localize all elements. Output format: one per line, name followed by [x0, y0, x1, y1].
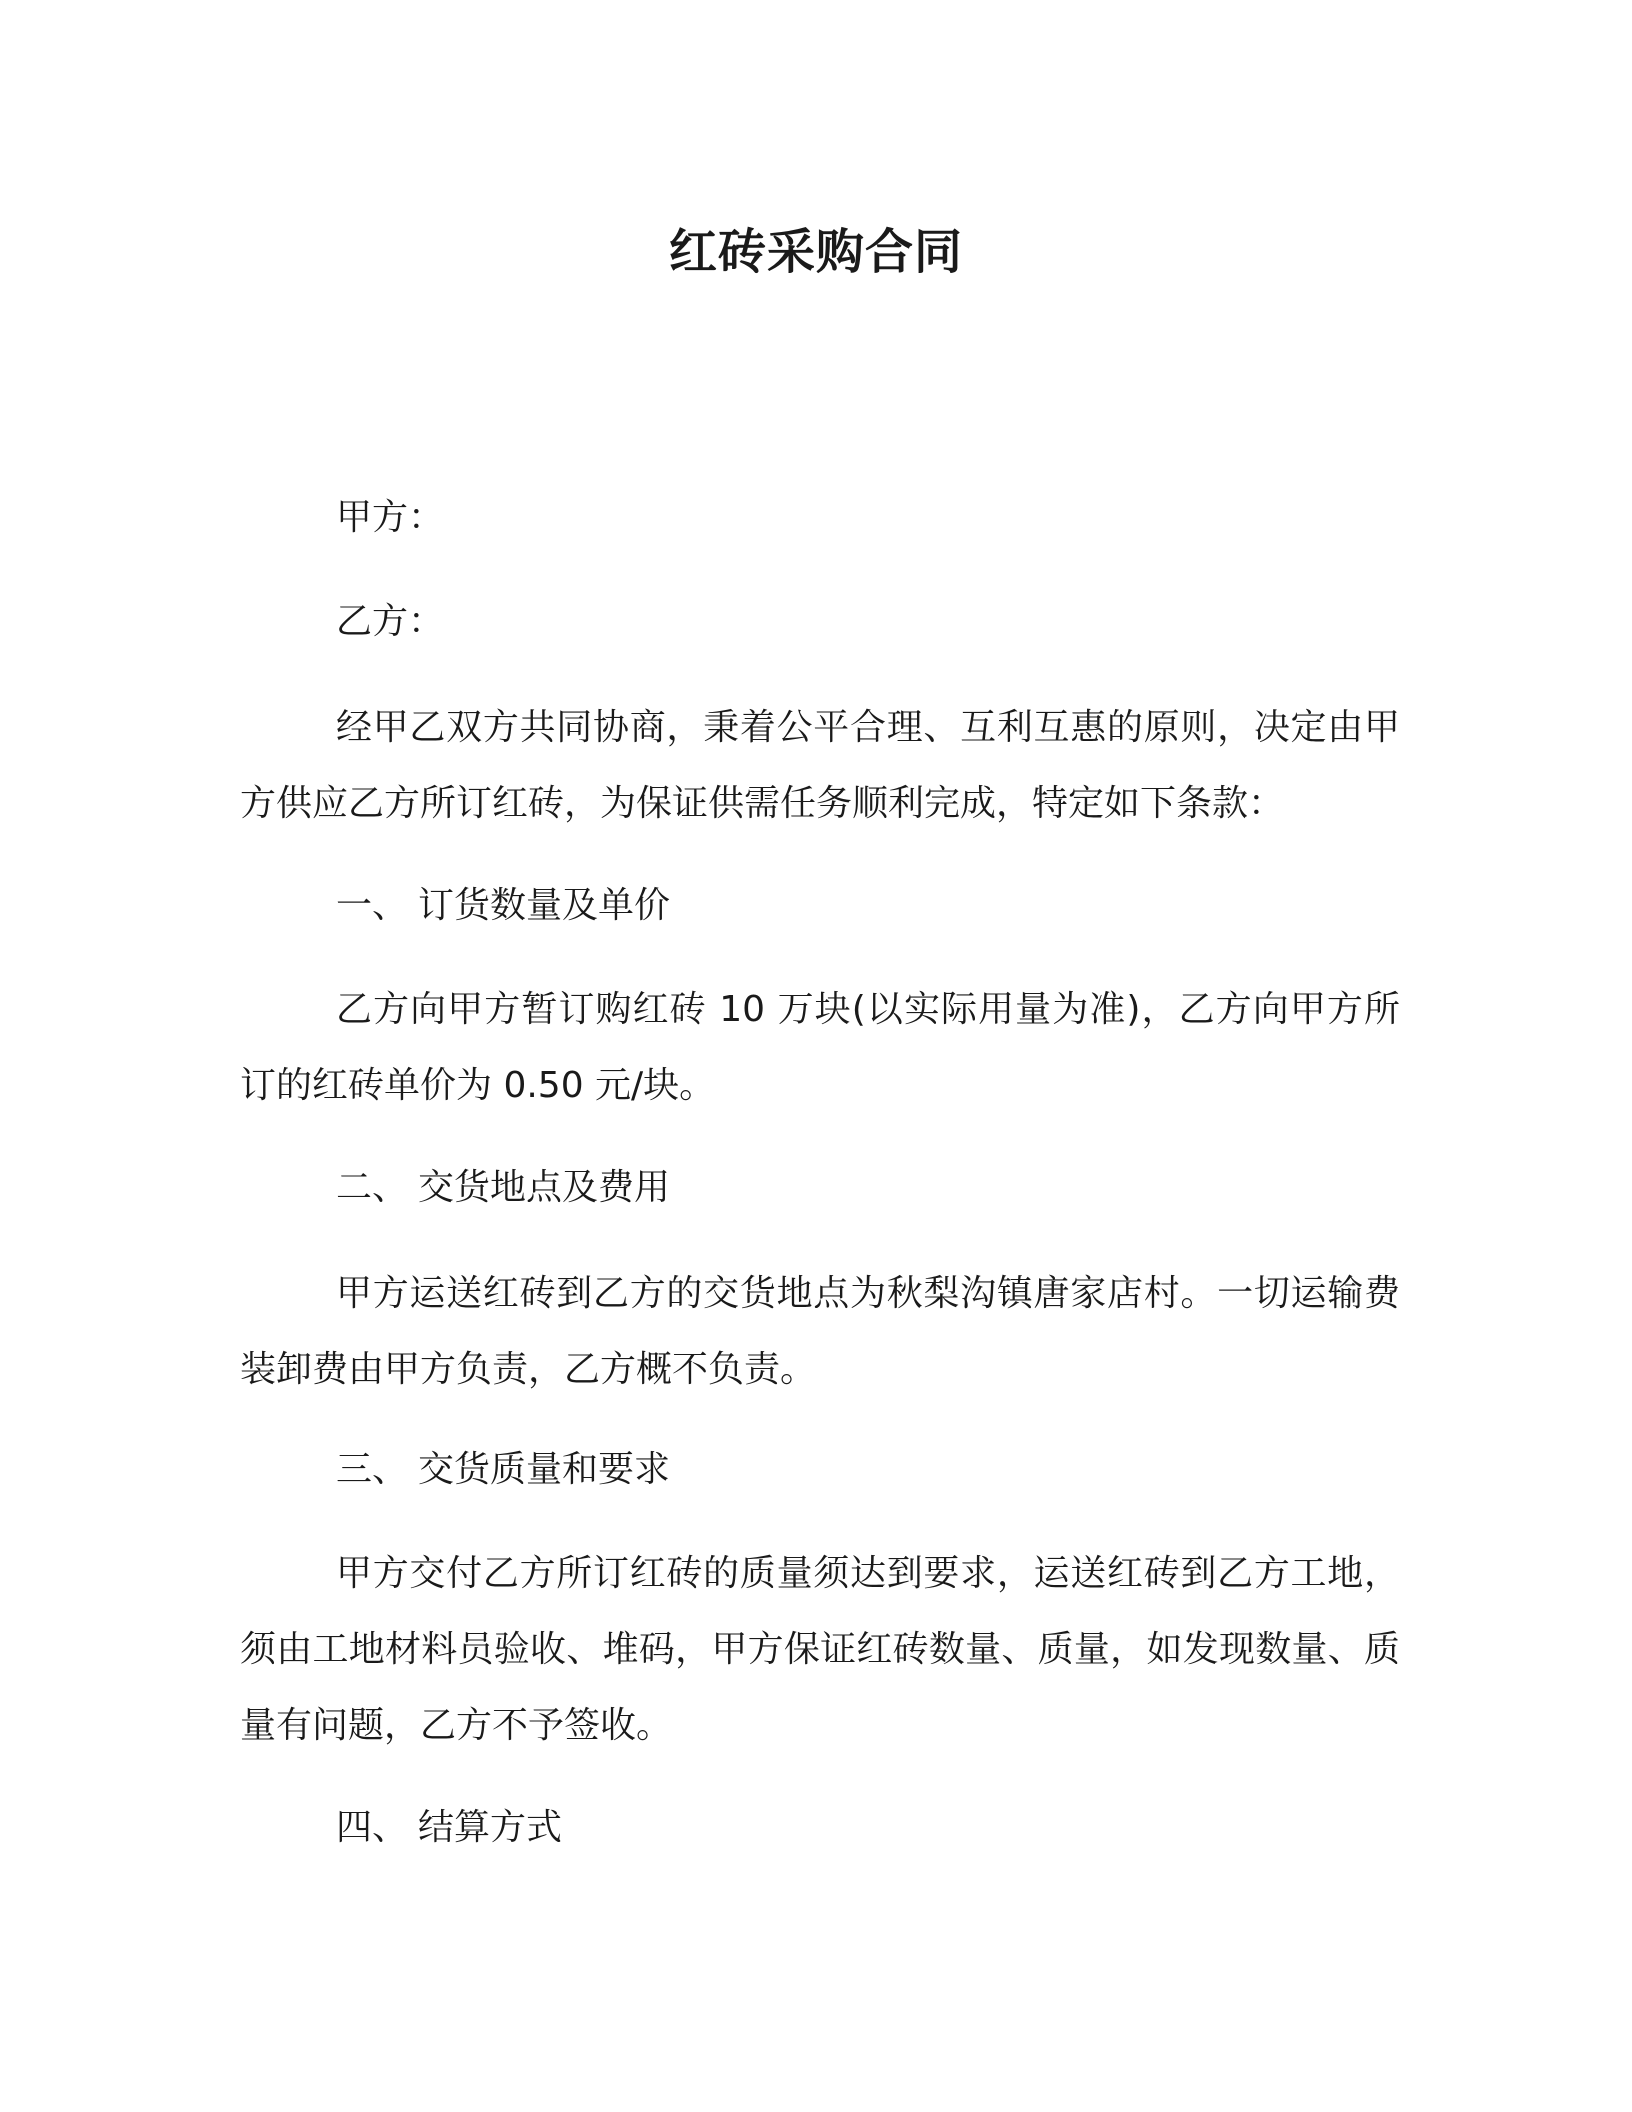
party-a-label: 甲方：: [336, 497, 445, 538]
section-4-heading: [336, 1790, 1396, 1866]
section-3-body: 甲方交付乙方所订红砖的质量须达到要求，运送红砖到乙方工地，须由工地材料员验收、堆码，甲方保证红砖数量、质量，如发现数量、质量有问题，乙方不予签收。: [240, 1553, 1400, 1746]
document-title: 红砖采购合同: [668, 224, 963, 280]
section-2-number: 二、: [336, 1167, 409, 1208]
intro-paragraph: 经甲乙双方共同协商，秉着公平合理、互利互惠的原则，决定由甲方供应乙方所订红砖，为保证供需任务顺利完成，特定如下条款：: [240, 707, 1400, 824]
section-1-body: 乙方向甲方暂订购红砖 10 万块(以实际用量为准)，乙方向甲方所订的红砖单价为 0.50 元/块。: [240, 989, 1400, 1106]
section-3-title: 交货质量和要求: [418, 1449, 671, 1490]
section-2-body: 甲方运送红砖到乙方的交货地点为秋梨沟镇唐家店村。一切运输费装卸费由甲方负责，乙方概不负责。: [240, 1273, 1400, 1390]
section-4-number: 四、: [336, 1807, 409, 1848]
section-3-heading: [336, 1432, 1396, 1508]
section-2-heading: [336, 1150, 1396, 1226]
section-1-title: 订货数量及单价: [418, 885, 671, 926]
party-b-label: 乙方：: [336, 601, 445, 642]
section-3-number: 三、: [336, 1449, 409, 1490]
section-1-number: 一、: [336, 885, 409, 926]
section-1-heading: [336, 868, 1396, 944]
section-2-title: 交货地点及费用: [418, 1167, 671, 1208]
section-4-title: 结算方式: [418, 1807, 563, 1848]
